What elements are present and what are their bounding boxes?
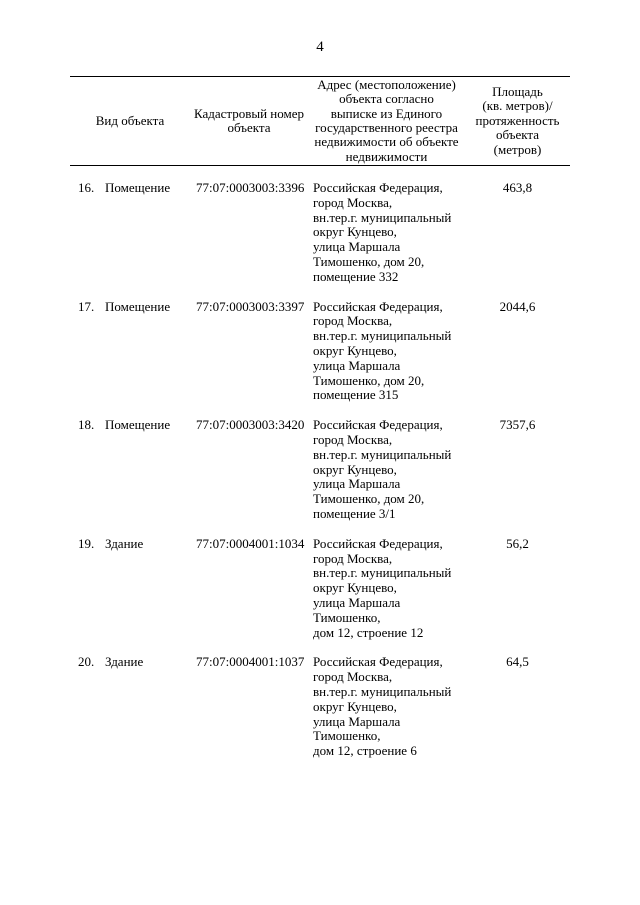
header-address: Адрес (местоположение) объекта согласно выписке из Единого государственного реестра недвижимости об объекте недвижимости bbox=[308, 77, 465, 166]
object-kind: Здание bbox=[105, 535, 144, 551]
table-row bbox=[70, 522, 570, 641]
object-area: 56,2 bbox=[506, 535, 529, 551]
object-area: 7357,6 bbox=[499, 417, 536, 433]
table-row bbox=[70, 640, 570, 759]
row-number: 17. bbox=[78, 298, 95, 314]
table-row bbox=[70, 166, 570, 285]
object-area: 463,8 bbox=[502, 180, 533, 195]
row-number: 16. bbox=[78, 180, 95, 195]
object-address: Российская Федерация, город Москва, вн.тер.г. муниципальный округ Кунцево, улица Маршала Тимошенко, дом 20, помещение 315 bbox=[313, 298, 452, 403]
cadastral-number: 77:07:0003003:3397 bbox=[196, 298, 305, 314]
header-object-kind: Вид объекта bbox=[70, 77, 190, 166]
cadastral-number: 77:07:0003003:3420 bbox=[196, 417, 305, 433]
cadastral-number: 77:07:0003003:3396 bbox=[196, 180, 305, 195]
object-kind: Здание bbox=[105, 654, 144, 670]
header-area: Площадь (кв. метров)/ протяженность объекта (метров) bbox=[465, 77, 570, 166]
object-address: Российская Федерация, город Москва, вн.тер.г. муниципальный округ Кунцево, улица Маршала Тимошенко, дом 12, строение 12 bbox=[313, 535, 452, 640]
object-kind: Помещение bbox=[105, 180, 171, 195]
page-number: 4 bbox=[316, 39, 324, 55]
object-area: 64,5 bbox=[506, 654, 529, 670]
row-number: 19. bbox=[78, 535, 95, 551]
header-cadastral-number: Кадастровый номер объекта bbox=[190, 77, 308, 166]
cadastral-number: 77:07:0004001:1037 bbox=[196, 654, 305, 670]
object-address: Российская Федерация, город Москва, вн.тер.г. муниципальный округ Кунцево, улица Маршала Тимошенко, дом 20, помещение 332 bbox=[313, 180, 452, 284]
cadastral-number: 77:07:0004001:1034 bbox=[196, 535, 305, 551]
table-row bbox=[70, 285, 570, 404]
objects-table bbox=[70, 76, 570, 759]
object-kind: Помещение bbox=[105, 298, 171, 314]
object-address: Российская Федерация, город Москва, вн.тер.г. муниципальный округ Кунцево, улица Маршала Тимошенко, дом 20, помещение 3/1 bbox=[313, 417, 452, 521]
row-number: 20. bbox=[78, 654, 95, 670]
object-area: 2044,6 bbox=[499, 298, 536, 314]
row-number: 18. bbox=[78, 417, 95, 433]
table-header-row bbox=[70, 77, 570, 166]
table-row bbox=[70, 403, 570, 522]
object-address: Российская Федерация, город Москва, вн.тер.г. муниципальный округ Кунцево, улица Маршала Тимошенко, дом 12, строение 6 bbox=[313, 654, 452, 759]
object-kind: Помещение bbox=[105, 417, 171, 433]
